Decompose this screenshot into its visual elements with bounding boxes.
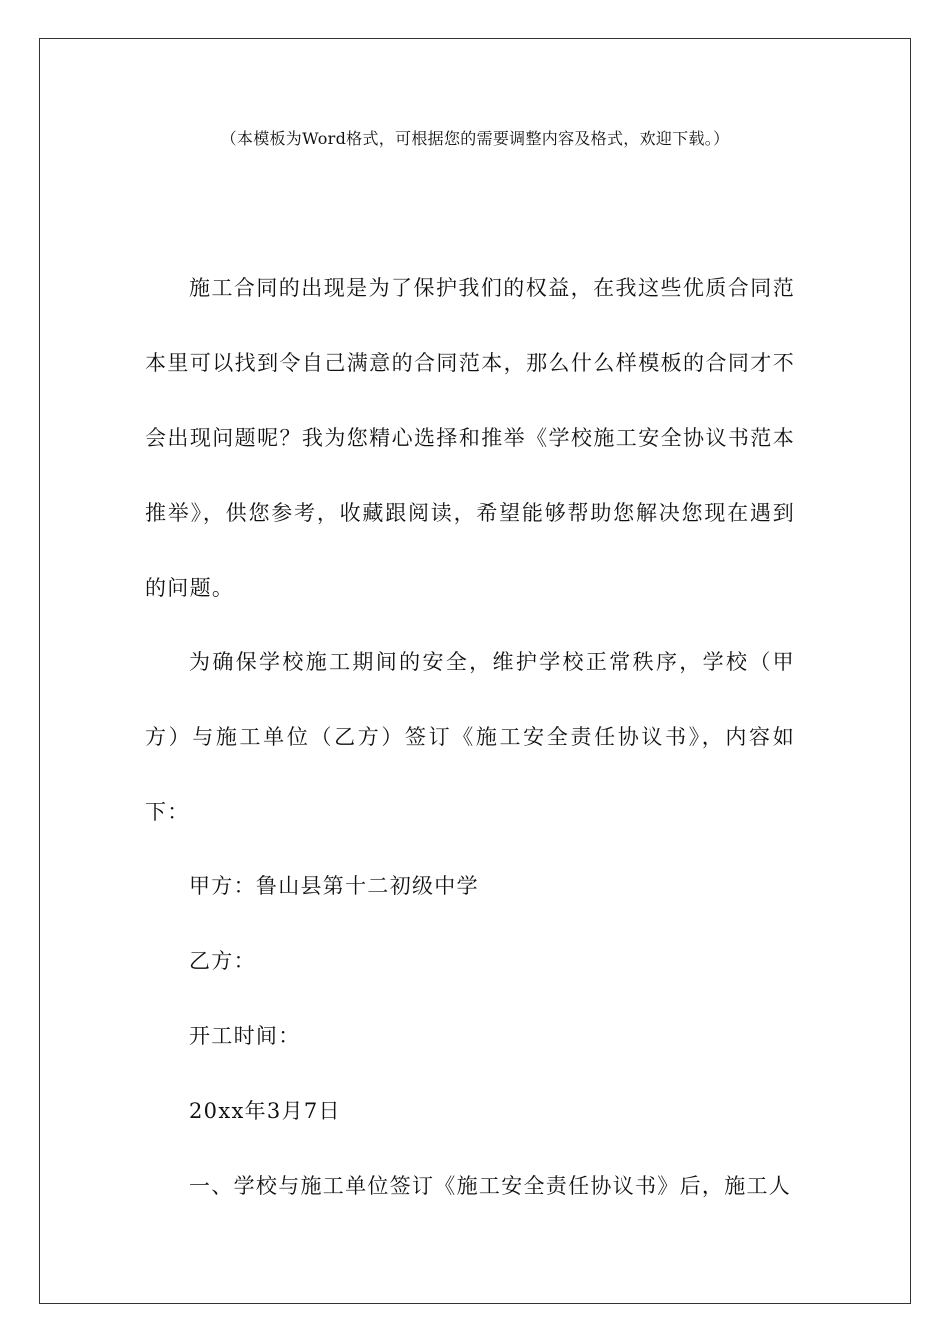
intro-paragraph: 施工合同的出现是为了保护我们的权益，在我这些优质合同范本里可以找到令自己满意的合同范本，那么什么样模板的合同才不会出现问题呢？我为您精心选择和推举《学校施工安全协议书范本推举》，供您参考，收藏跟阅读，希望能够帮助您解决您现在遇到的问题。 — [145, 276, 795, 600]
purpose-paragraph: 为确保学校施工期间的安全，维护学校正常秩序，学校（甲方）与施工单位（乙方）签订《施工安全责任协议书》，内容如下： — [145, 650, 795, 824]
header-note: （本模板为Word格式，可根据您的需要调整内容及格式，欢迎下载。） — [220, 129, 730, 148]
party-a-line: 甲方：鲁山县第十二初级中学 — [189, 874, 479, 898]
party-b-line: 乙方： — [189, 949, 256, 973]
start-date: 20xx年3月7日 — [189, 1099, 341, 1123]
clause-one: 一、学校与施工单位签订《施工安全责任协议书》后，施工人 — [189, 1174, 792, 1198]
start-time-label: 开工时间： — [189, 1024, 301, 1048]
